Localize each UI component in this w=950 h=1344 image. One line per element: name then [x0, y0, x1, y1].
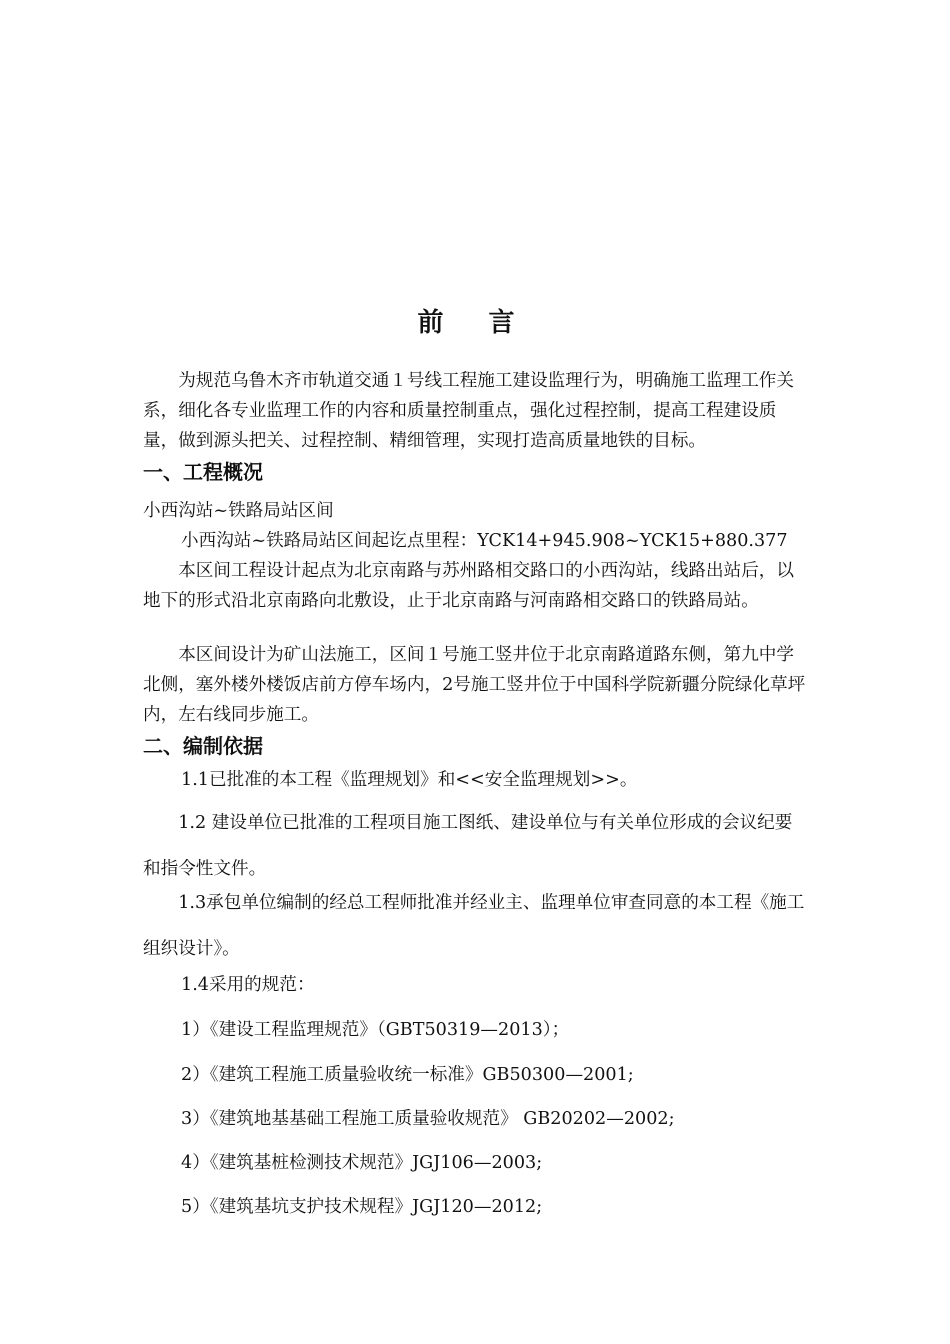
basis-item-1-1: 1.1已批准的本工程《监理规划》和<<安全监理规划>>。	[181, 770, 638, 790]
intro-paragraph: 为规范乌鲁木齐市轨道交通１号线工程施工建设监理行为，明确施工监理工作关系，细化各专业监理工作的内容和质量控制重点，强化过程控制，提高工程建设质量，做到源头把关、过程控制、精细管理，实现打造高质量地铁的目标。	[143, 371, 794, 451]
page-title: 前 言	[417, 308, 533, 338]
basis-item-1-4: 1.4采用的规范：	[181, 975, 315, 995]
section-subtitle: 小西沟站~铁路局站区间	[143, 501, 334, 521]
overview-paragraph-2: 本区间设计为矿山法施工，区间１号施工竖井位于北京南路道路东侧，第九中学北侧，塞外楼外楼饭店前方停车场内，2号施工竖井位于中国科学院新疆分院绿化草坪内，左右线同步施工。	[143, 645, 806, 725]
section-heading-basis: 二、编制依据	[143, 734, 263, 758]
basis-item-1-3: 1.3承包单位编制的经总工程师批准并经业主、监理单位审查同意的本工程《施工组织设计》。	[143, 893, 805, 959]
mileage-line: 小西沟站~铁路局站区间起讫点里程：YCK14+945.908~YCK15+880.377	[181, 531, 788, 551]
section-heading-overview: 一、工程概况	[143, 460, 263, 484]
overview-paragraph-1: 本区间工程设计起点为北京南路与苏州路相交路口的小西沟站，线路出站后，以地下的形式沿北京南路向北敷设，止于北京南路与河南路相交路口的铁路局站。	[143, 561, 794, 611]
standard-item: 1）《建设工程监理规范》（GBT50319—2013）；	[181, 1020, 570, 1040]
standard-item: 5）《建筑基坑支护技术规程》JGJ120—2012;	[181, 1197, 543, 1217]
basis-item-1-2: 1.2 建设单位已批准的工程项目施工图纸、建设单位与有关单位形成的会议纪要和指令性文件。	[143, 813, 793, 879]
standard-item: 4）《建筑基桩检测技术规范》JGJ106—2003;	[181, 1153, 543, 1173]
standard-item: 2）《建筑工程施工质量验收统一标准》GB50300—2001;	[181, 1065, 634, 1085]
standard-item: 3）《建筑地基基础工程施工质量验收规范》 GB20202—2002;	[181, 1109, 675, 1129]
